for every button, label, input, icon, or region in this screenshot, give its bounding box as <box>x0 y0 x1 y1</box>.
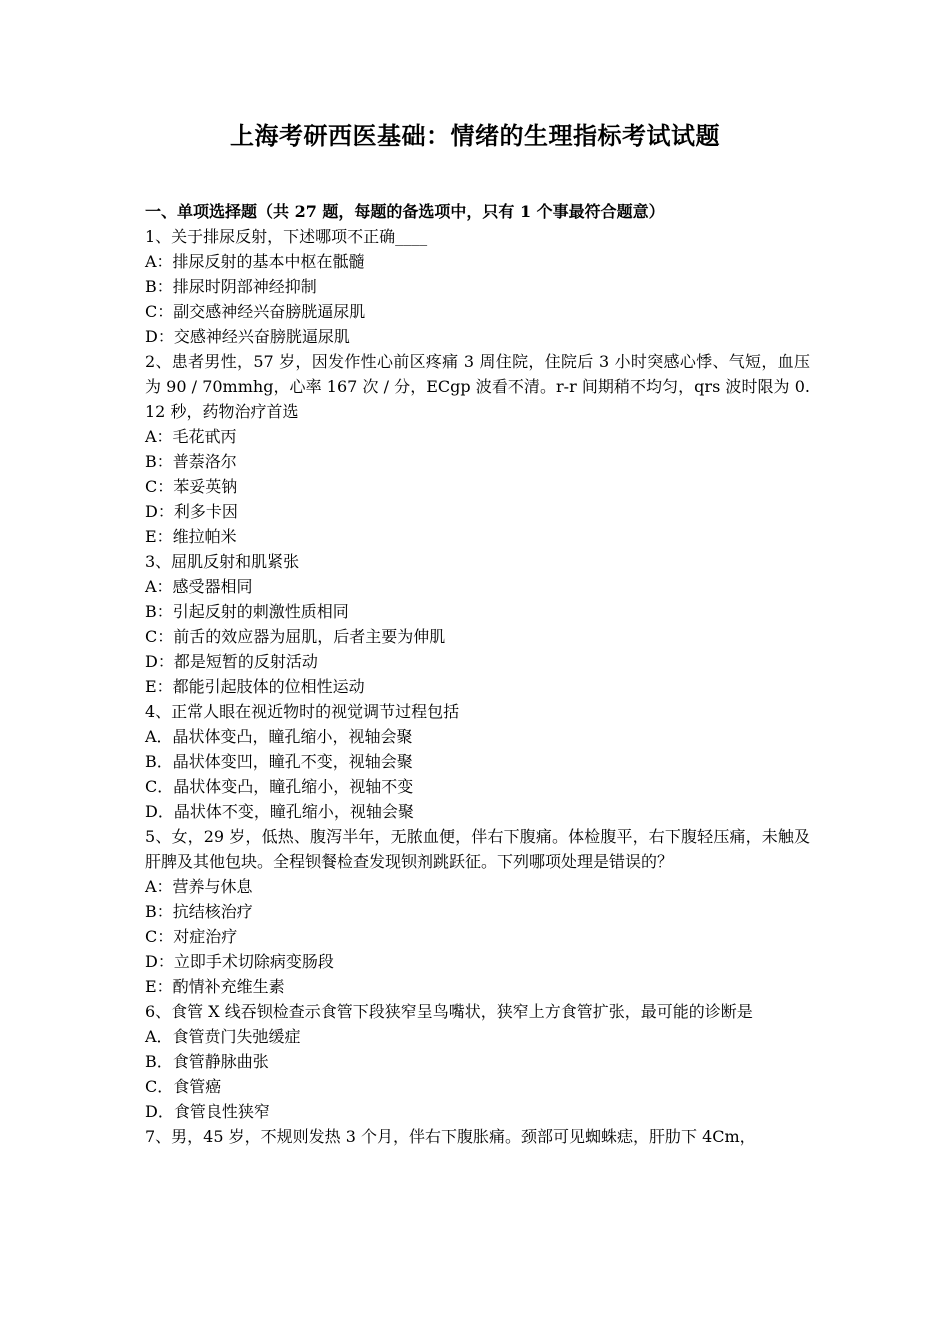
question-stem: 3、屈肌反射和肌紧张 <box>145 552 300 571</box>
question-option: C：副交感神经兴奋膀胱逼尿肌 <box>145 302 366 321</box>
question-option: C．食管癌 <box>145 1077 222 1096</box>
question-option: E：都能引起肢体的位相性运动 <box>145 677 365 696</box>
question-option: C：苯妥英钠 <box>145 477 238 496</box>
question-3 <box>145 549 810 699</box>
question-option: B：排尿时阴部神经抑制 <box>145 277 317 296</box>
question-option: B．晶状体变凹，瞳孔不变，视轴会聚 <box>145 752 413 771</box>
question-option: D：立即手术切除病变肠段 <box>145 952 334 971</box>
question-4 <box>145 699 810 824</box>
question-option: A：感受器相同 <box>145 577 253 596</box>
question-option: B：抗结核治疗 <box>145 902 253 921</box>
question-1 <box>145 224 810 349</box>
question-option: A：营养与休息 <box>145 877 253 896</box>
question-option: C：前舌的效应器为屈肌，后者主要为伸肌 <box>145 627 446 646</box>
question-option: D：交感神经兴奋膀胱逼尿肌 <box>145 327 350 346</box>
question-option: E：维拉帕米 <box>145 527 237 546</box>
question-option: D．食管良性狭窄 <box>145 1102 270 1121</box>
question-option: C：对症治疗 <box>145 927 238 946</box>
document-title: 上海考研西医基础：情绪的生理指标考试试题 <box>230 121 720 150</box>
question-option: A：毛花甙丙 <box>145 427 237 446</box>
question-stem: 1、关于排尿反射，下述哪项不正确____ <box>145 227 428 246</box>
question-stem: 2、患者男性，57 岁，因发作性心前区疼痛 3 周住院，住院后 3 小时突感心悸、气短，血压为 90 / 70mmhg，心率 167 次 / 分，ECgp 波看不清。r-r 间期稍不均匀，qrs 波时限为 0.12 秒，药物治疗首选 <box>145 352 810 421</box>
question-option: A．食管贲门失弛缓症 <box>145 1027 301 1046</box>
question-2 <box>145 349 810 549</box>
section-heading: 一、单项选择题（共 27 题，每题的备选项中，只有 1 个事最符合题意） <box>145 202 665 221</box>
question-option: A．晶状体变凸，瞳孔缩小，视轴会聚 <box>145 727 413 746</box>
question-option: D：都是短暂的反射活动 <box>145 652 318 671</box>
question-option: D：利多卡因 <box>145 502 238 521</box>
question-option: A：排尿反射的基本中枢在骶髓 <box>145 252 365 271</box>
question-option: B：引起反射的刺激性质相同 <box>145 602 349 621</box>
question-option: B：普萘洛尔 <box>145 452 237 471</box>
question-option: B．食管静脉曲张 <box>145 1052 269 1071</box>
question-stem: 7、男，45 岁，不规则发热 3 个月，伴右下腹胀痛。颈部可见蜘蛛痣，肝肋下 4Cm， <box>145 1127 756 1146</box>
question-5 <box>145 824 810 999</box>
question-stem: 5、女，29 岁，低热、腹泻半年，无脓血便，伴右下腹痛。体检腹平，右下腹轻压痛，未触及肝脾及其他包块。全程钡餐检查发现钡剂跳跃征。下列哪项处理是错误的？ <box>145 827 810 871</box>
question-option: C．晶状体变凸，瞳孔缩小，视轴不变 <box>145 777 414 796</box>
question-stem: 4、正常人眼在视近物时的视觉调节过程包括 <box>145 702 460 721</box>
question-option: E：酌情补充维生素 <box>145 977 285 996</box>
question-6 <box>145 999 810 1124</box>
question-stem: 6、食管 X 线吞钡检查示食管下段狭窄呈鸟嘴状，狭窄上方食管扩张，最可能的诊断是 <box>145 1002 753 1021</box>
question-7 <box>145 1124 810 1149</box>
question-option: D．晶状体不变，瞳孔缩小，视轴会聚 <box>145 802 414 821</box>
document-body <box>145 199 810 1149</box>
